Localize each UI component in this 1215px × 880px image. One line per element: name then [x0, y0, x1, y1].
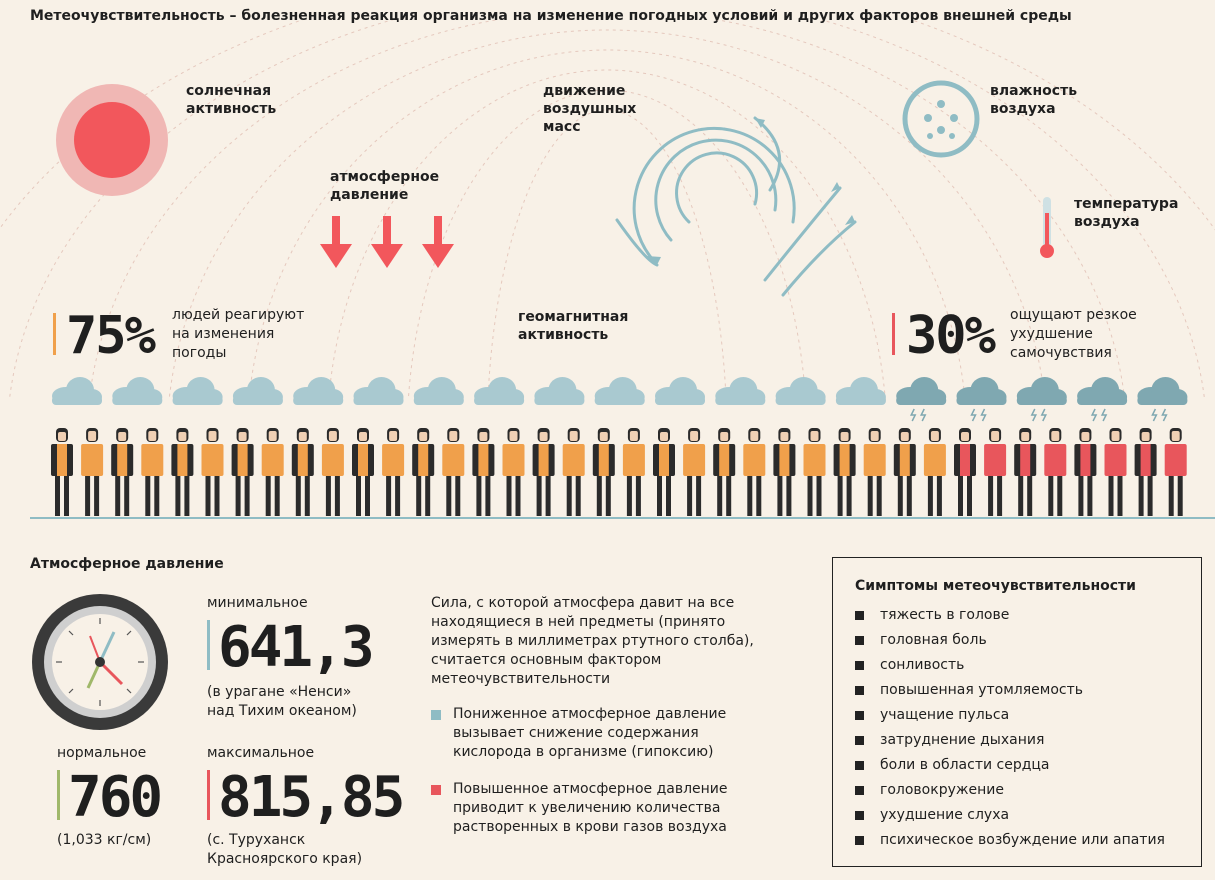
storm-cloud-icon	[896, 377, 946, 421]
symptom-item	[855, 653, 1179, 678]
symptoms-box	[832, 557, 1202, 867]
min-pressure-label: минимальное	[207, 595, 308, 611]
symptom-item	[855, 678, 1179, 703]
stat-left-value: 75%	[66, 306, 154, 366]
person-icon	[51, 428, 73, 516]
symptom-text: головная боль	[880, 632, 987, 648]
cloud-icon	[112, 377, 162, 405]
cloud-icon	[534, 377, 584, 405]
person-icon	[984, 428, 1006, 516]
person-icon	[111, 428, 133, 516]
sun-icon	[54, 82, 170, 198]
person-icon	[1014, 428, 1036, 516]
cloud-icon	[776, 377, 826, 405]
person-icon	[1135, 428, 1157, 516]
stat-right-bar	[892, 313, 895, 355]
person-icon	[743, 428, 765, 516]
cloud-icon	[474, 377, 524, 405]
infographic-title: Метеочувствительность – болезненная реакция организма на изменение погодных условий и других факторов внешней среды	[30, 8, 1072, 24]
geomagnetic-label: геомагнитная активность	[518, 309, 629, 343]
person-icon	[653, 428, 675, 516]
normal-pressure-label: нормальное	[57, 745, 147, 761]
person-icon	[202, 428, 224, 516]
symptom-item	[855, 628, 1179, 653]
symptom-item	[855, 703, 1179, 728]
bullet-square-icon	[855, 761, 864, 770]
person-icon	[804, 428, 826, 516]
symptom-text: сонливость	[880, 657, 965, 673]
humidity-icon	[900, 78, 982, 160]
cloud-icon	[414, 377, 464, 405]
people-row	[0, 372, 1215, 524]
pressure-section-title: Атмосферное давление	[30, 556, 224, 572]
person-icon	[713, 428, 735, 516]
cloud-icon	[655, 377, 705, 405]
symptom-text: повышенная утомляемость	[880, 682, 1083, 698]
bullet-square-icon	[855, 611, 864, 620]
stat-right-text: ощущают резкое ухудшение самочувствия	[1010, 307, 1137, 361]
person-icon	[382, 428, 404, 516]
person-icon	[533, 428, 555, 516]
person-icon	[563, 428, 585, 516]
person-icon	[322, 428, 344, 516]
person-icon	[864, 428, 886, 516]
person-icon	[683, 428, 705, 516]
cloud-icon	[173, 377, 223, 405]
person-icon	[1074, 428, 1096, 516]
air-flow-icon	[605, 110, 865, 300]
air-masses-label: движение воздушных масс	[543, 83, 637, 135]
storm-cloud-icon	[957, 377, 1007, 421]
pressure-label: атмосферное давление	[330, 169, 440, 203]
storm-cloud-icon	[1017, 377, 1067, 421]
person-icon	[412, 428, 434, 516]
max-pressure-bar	[207, 770, 210, 820]
symptom-item	[855, 778, 1179, 803]
max-pressure-label: максимальное	[207, 745, 315, 761]
person-icon	[171, 428, 193, 516]
symptom-text: затруднение дыхания	[880, 732, 1045, 748]
min-pressure-bar	[207, 620, 210, 670]
bullet-square-icon	[855, 686, 864, 695]
max-pressure-note: (с. Туруханск Красноярского края)	[207, 832, 363, 867]
symptom-item	[855, 828, 1179, 853]
symptom-text: психическое возбуждение или апатия	[880, 832, 1165, 848]
min-pressure-note: (в урагане «Ненси» над Тихим океаном)	[207, 684, 357, 719]
symptoms-list	[855, 603, 1179, 853]
person-icon	[81, 428, 103, 516]
humidity-label: влажность воздуха	[990, 83, 1078, 117]
high-pressure-effect: Повышенное атмосферное давление приводит к увеличению количества растворенных в крови газов воздуха	[453, 781, 728, 835]
pressure-description: Сила, с которой атмосфера давит на все находящиеся в ней предметы (принято измерять в миллиметрах ртутного столба), считается основным фактором метеочувствительности	[431, 595, 754, 687]
person-icon	[232, 428, 254, 516]
person-icon	[954, 428, 976, 516]
min-pressure-value: 641,3	[218, 615, 372, 680]
person-icon	[1165, 428, 1187, 516]
cloud-icon	[836, 377, 886, 405]
cloud-icon	[595, 377, 645, 405]
storm-cloud-icon	[1137, 377, 1187, 421]
symptom-item	[855, 603, 1179, 628]
bullet-square-icon	[855, 786, 864, 795]
bullet-square-icon	[855, 811, 864, 820]
person-icon	[773, 428, 795, 516]
symptom-item	[855, 803, 1179, 828]
person-icon	[1105, 428, 1127, 516]
symptom-item	[855, 753, 1179, 778]
low-pressure-legend-marker	[431, 710, 441, 720]
cloud-icon	[233, 377, 283, 405]
storm-cloud-icon	[1077, 377, 1127, 421]
person-icon	[352, 428, 374, 516]
person-icon	[442, 428, 464, 516]
person-icon	[262, 428, 284, 516]
person-icon	[593, 428, 615, 516]
solar-activity-label: солнечная активность	[186, 83, 277, 117]
person-icon	[141, 428, 163, 516]
symptom-text: боли в области сердца	[880, 757, 1050, 773]
symptom-text: учащение пульса	[880, 707, 1010, 723]
normal-pressure-note: (1,033 кг/см)	[57, 832, 152, 848]
person-icon	[924, 428, 946, 516]
stat-right-value: 30%	[906, 306, 994, 366]
temperature-label: температура воздуха	[1074, 196, 1179, 230]
bullet-square-icon	[855, 636, 864, 645]
stat-left-bar	[53, 313, 56, 355]
low-pressure-effect: Пониженное атмосферное давление вызывает снижение содержания кислорода в организме (гипоксию)	[453, 706, 727, 760]
person-icon	[894, 428, 916, 516]
person-icon	[472, 428, 494, 516]
high-pressure-legend-marker	[431, 785, 441, 795]
person-icon	[292, 428, 314, 516]
symptom-text: ухудшение слуха	[880, 807, 1010, 823]
cloud-icon	[715, 377, 765, 405]
down-arrows-icon	[318, 216, 458, 272]
symptom-text: тяжесть в голове	[880, 607, 1010, 623]
person-icon	[503, 428, 525, 516]
person-icon	[1044, 428, 1066, 516]
stat-left-text: людей реагируют на изменения погоды	[172, 307, 305, 361]
symptom-item	[855, 728, 1179, 753]
symptom-text: головокружение	[880, 782, 1004, 798]
bullet-square-icon	[855, 711, 864, 720]
thermometer-icon	[1036, 195, 1058, 261]
max-pressure-value: 815,85	[218, 765, 403, 830]
normal-pressure-value: 760	[68, 765, 161, 830]
bullet-square-icon	[855, 736, 864, 745]
normal-pressure-bar	[57, 770, 60, 820]
cloud-icon	[293, 377, 343, 405]
person-icon	[834, 428, 856, 516]
person-icon	[623, 428, 645, 516]
cloud-icon	[354, 377, 404, 405]
barometer-icon	[30, 592, 170, 732]
bullet-square-icon	[855, 661, 864, 670]
bullet-square-icon	[855, 836, 864, 845]
cloud-icon	[52, 377, 102, 405]
symptoms-title: Симптомы метеочувствительности	[855, 578, 1136, 594]
